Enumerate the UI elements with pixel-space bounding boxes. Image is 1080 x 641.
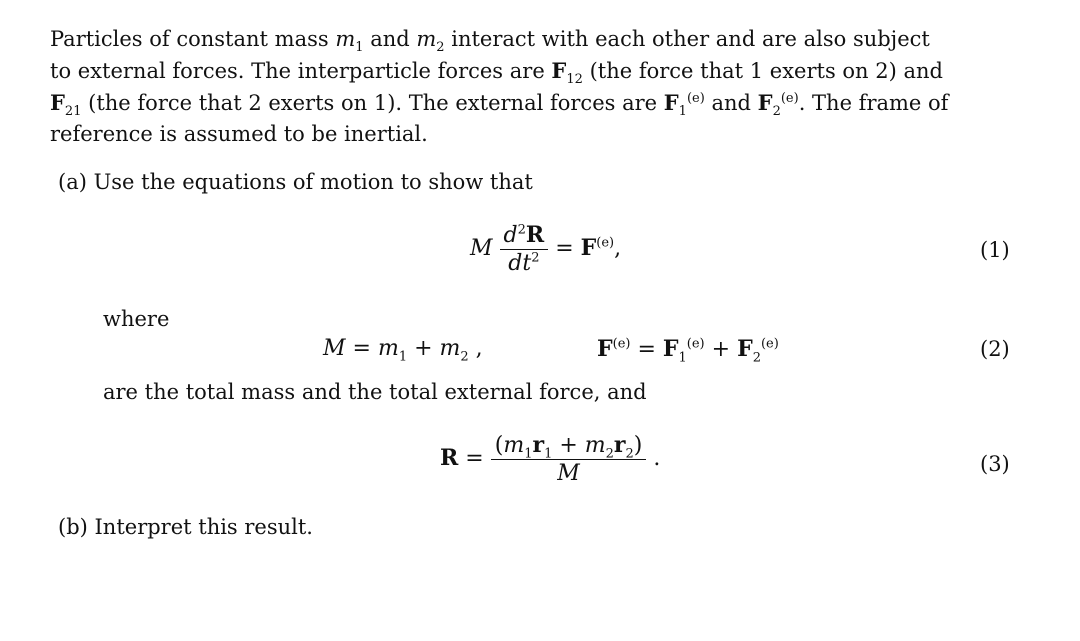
equation-3: R = $\frac{(m_1r_1 + m_2r_2)}{M}$ . — [440, 432, 661, 486]
where-label: where — [103, 307, 170, 331]
part-a-label: (a) Use the equations of motion to show that — [58, 170, 533, 194]
equation-1: M $\frac{d^2R}{dt^2}$ = $F^{(e)}$, — [470, 222, 622, 276]
intro-paragraph — [50, 24, 1015, 150]
equation-2-force: $F^{(e)} = F_1^{(e)} + F_2^{(e)}$ — [597, 336, 779, 366]
totals-text: are the total mass and the total external force, and — [103, 380, 647, 404]
equation-1-number: (1) — [980, 238, 1010, 262]
intro-line: reference is assumed to be inertial. — [50, 122, 428, 146]
equation-3-number: (3) — [980, 452, 1010, 476]
equation-2-mass: $M = m_1 + m_2$ , — [323, 336, 483, 365]
intro-line: to external forces. The interparticle forces are $F_{12}$ (the force that 1 exerts on 2) and — [50, 58, 943, 88]
intro-line: Particles of constant mass $m_1$ and $m_2$ interact with each other and are also subject — [50, 27, 930, 56]
intro-line: $F_{21}$ (the force that 2 exerts on 1). The external forces are $F_1^{(e)}$ and $F_2^{(e)}$. The frame of — [50, 90, 949, 120]
equation-2-number: (2) — [980, 337, 1010, 361]
part-b-label: (b) Interpret this result. — [58, 515, 313, 539]
